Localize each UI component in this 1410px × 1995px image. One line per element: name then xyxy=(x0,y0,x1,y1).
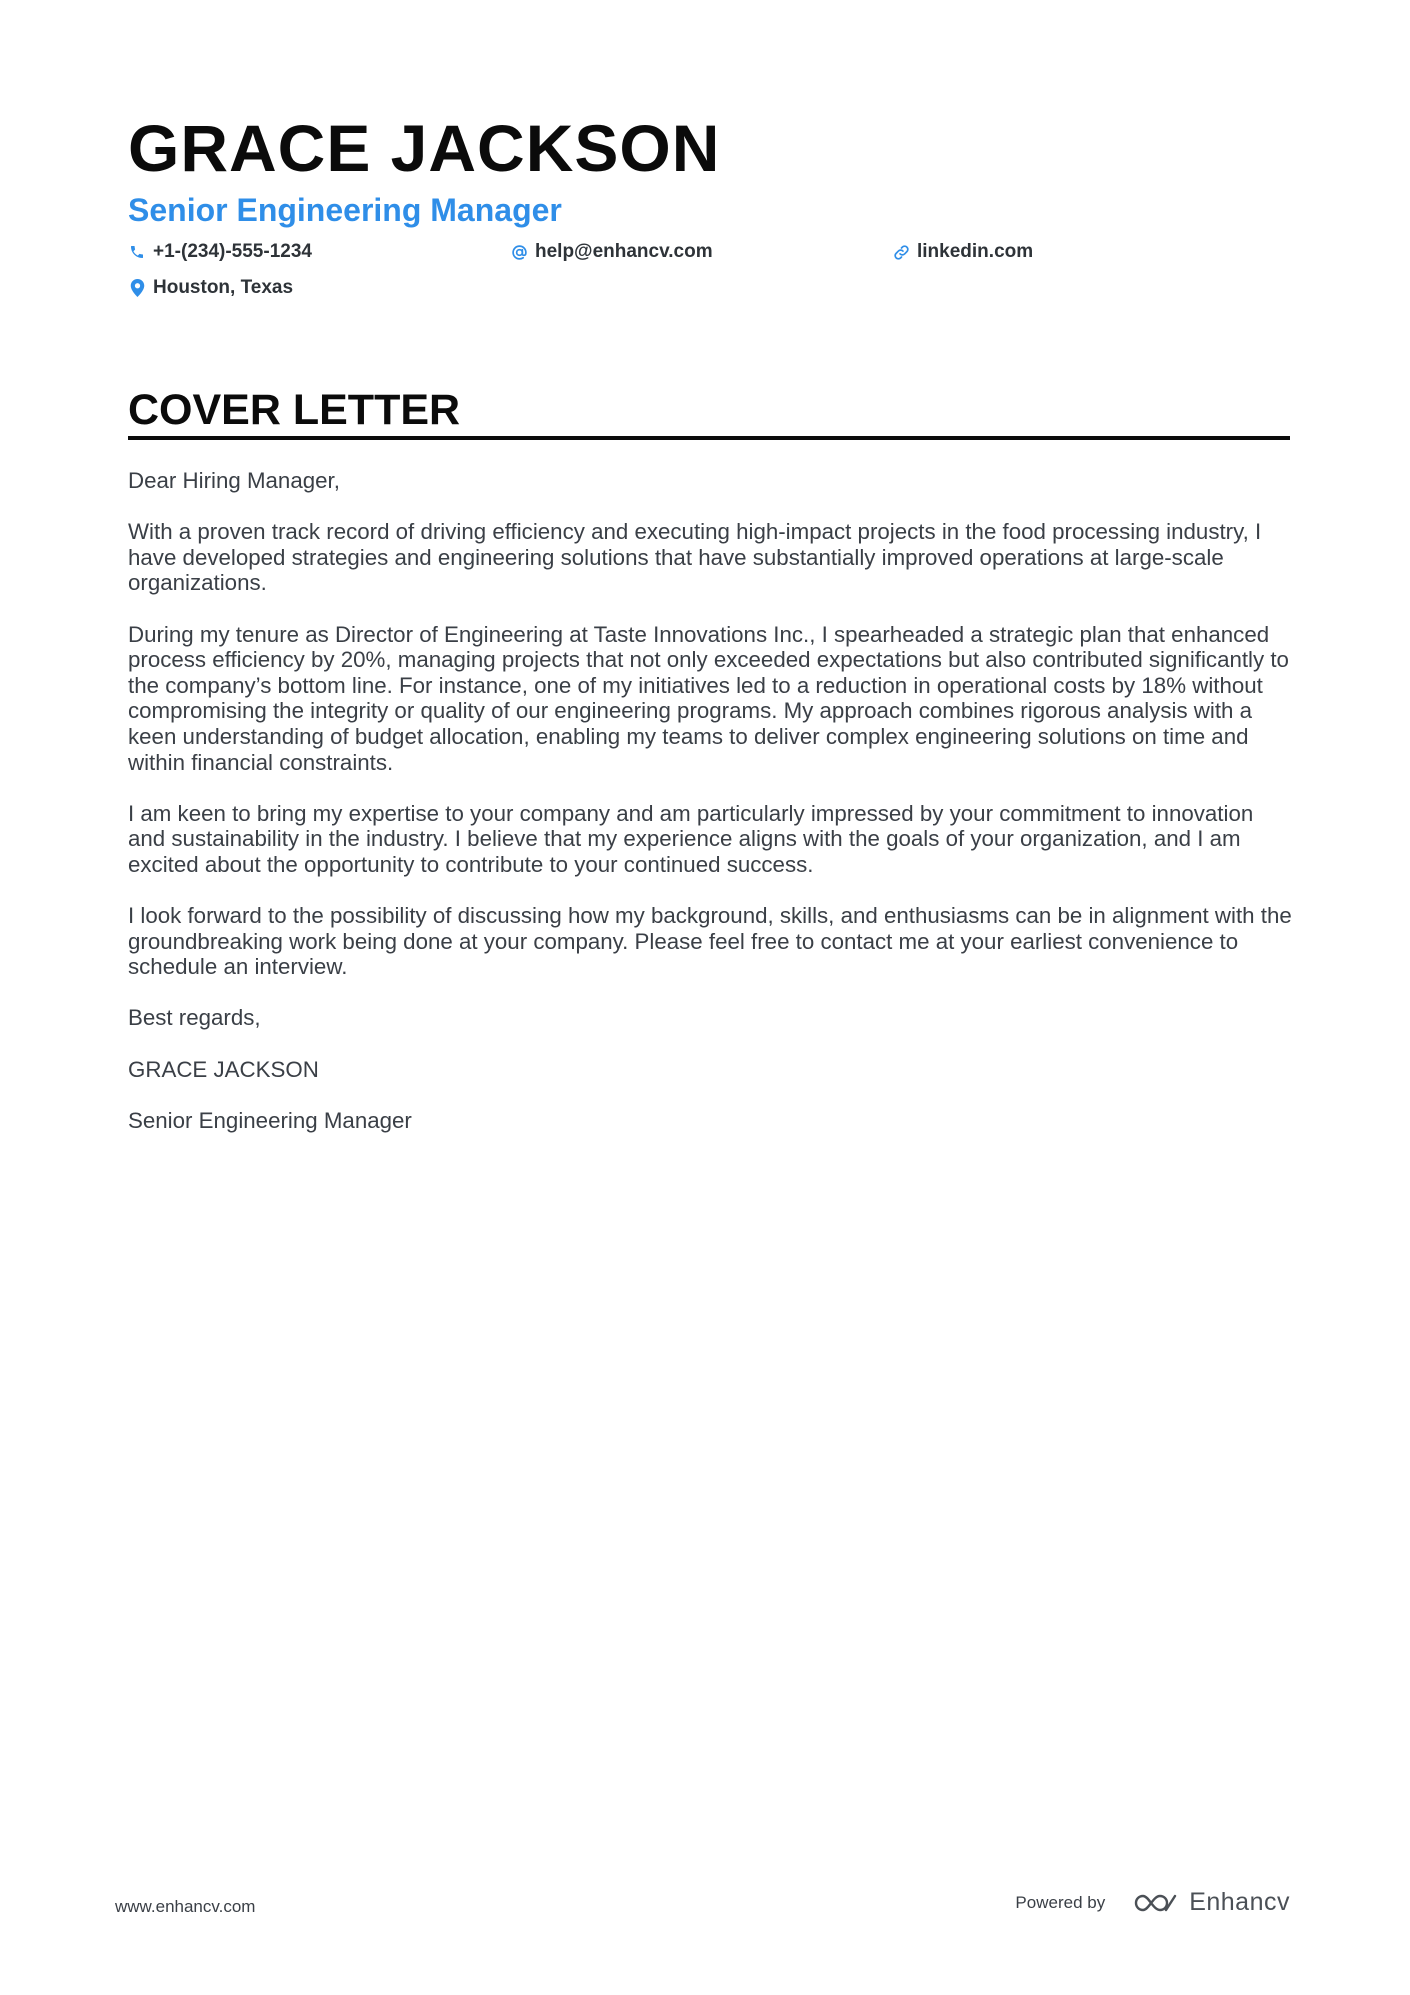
contact-location xyxy=(128,276,293,300)
letter-body xyxy=(128,468,1292,1159)
letter-greeting: Dear Hiring Manager, xyxy=(128,468,340,493)
footer-website[interactable]: www.enhancv.com xyxy=(115,1897,256,1916)
letter-paragraph: I look forward to the possibility of discussing how my background, skills, and enthusiasms can be in alignment with the groundbreaking work being done at your company. Please feel free to contact me at your earliest convenience to schedule an interview. xyxy=(128,903,1292,980)
letter-paragraph: I am keen to bring my expertise to your company and am particularly impressed by your commitment to innovation and sustainability in the industry. I believe that my experience aligns with the goals of your organization, and I am excited about the opportunity to contribute to your continued success. xyxy=(128,800,1254,877)
enhancv-logo-icon xyxy=(1133,1891,1179,1915)
signature-title: Senior Engineering Manager xyxy=(128,1107,412,1133)
signature-name: GRACE JACKSON xyxy=(128,1056,319,1082)
powered-by-label: Powered by xyxy=(1015,1892,1106,1912)
location-value: Houston, Texas xyxy=(153,277,294,298)
contact-email xyxy=(510,240,713,264)
footer-branding xyxy=(1015,1888,1290,1917)
letter-paragraph: With a proven track record of driving efficiency and executing high-impact projects in the food processing industry, I have developed strategies and engineering solutions that have substantially improved operations at large-scale organizations. xyxy=(128,519,1262,596)
enhancv-brand-name: Enhancv xyxy=(1189,1888,1290,1916)
location-pin-icon xyxy=(128,279,146,297)
contact-link xyxy=(892,240,1033,264)
phone-icon xyxy=(128,243,146,261)
section-title: COVER LETTER xyxy=(128,386,461,434)
link-icon xyxy=(892,243,910,261)
email-value: help@enhancv.com xyxy=(535,241,713,262)
applicant-title: Senior Engineering Manager xyxy=(128,192,562,228)
applicant-name: GRACE JACKSON xyxy=(128,111,721,185)
contact-phone xyxy=(128,240,312,264)
phone-value: +1-(234)-555-1234 xyxy=(153,241,312,262)
at-icon xyxy=(510,243,528,261)
letter-closing: Best regards, xyxy=(128,1005,261,1031)
link-value: linkedin.com xyxy=(917,241,1034,262)
letter-paragraph: During my tenure as Director of Engineering at Taste Innovations Inc., I spearheaded a strategic plan that enhanced process efficiency by 20%, managing projects that not only exceeded expectations but also contributed significantly to the company’s bottom line. For instance, one of my initiatives led to a reduction in operational costs by 18% without compromising the integrity or quality of our engineering programs. My approach combines rigorous analysis with a keen understanding of budget allocation, enabling my teams to deliver complex engineering solutions on time and within financial constraints. xyxy=(128,621,1289,775)
section-divider xyxy=(128,436,1290,440)
